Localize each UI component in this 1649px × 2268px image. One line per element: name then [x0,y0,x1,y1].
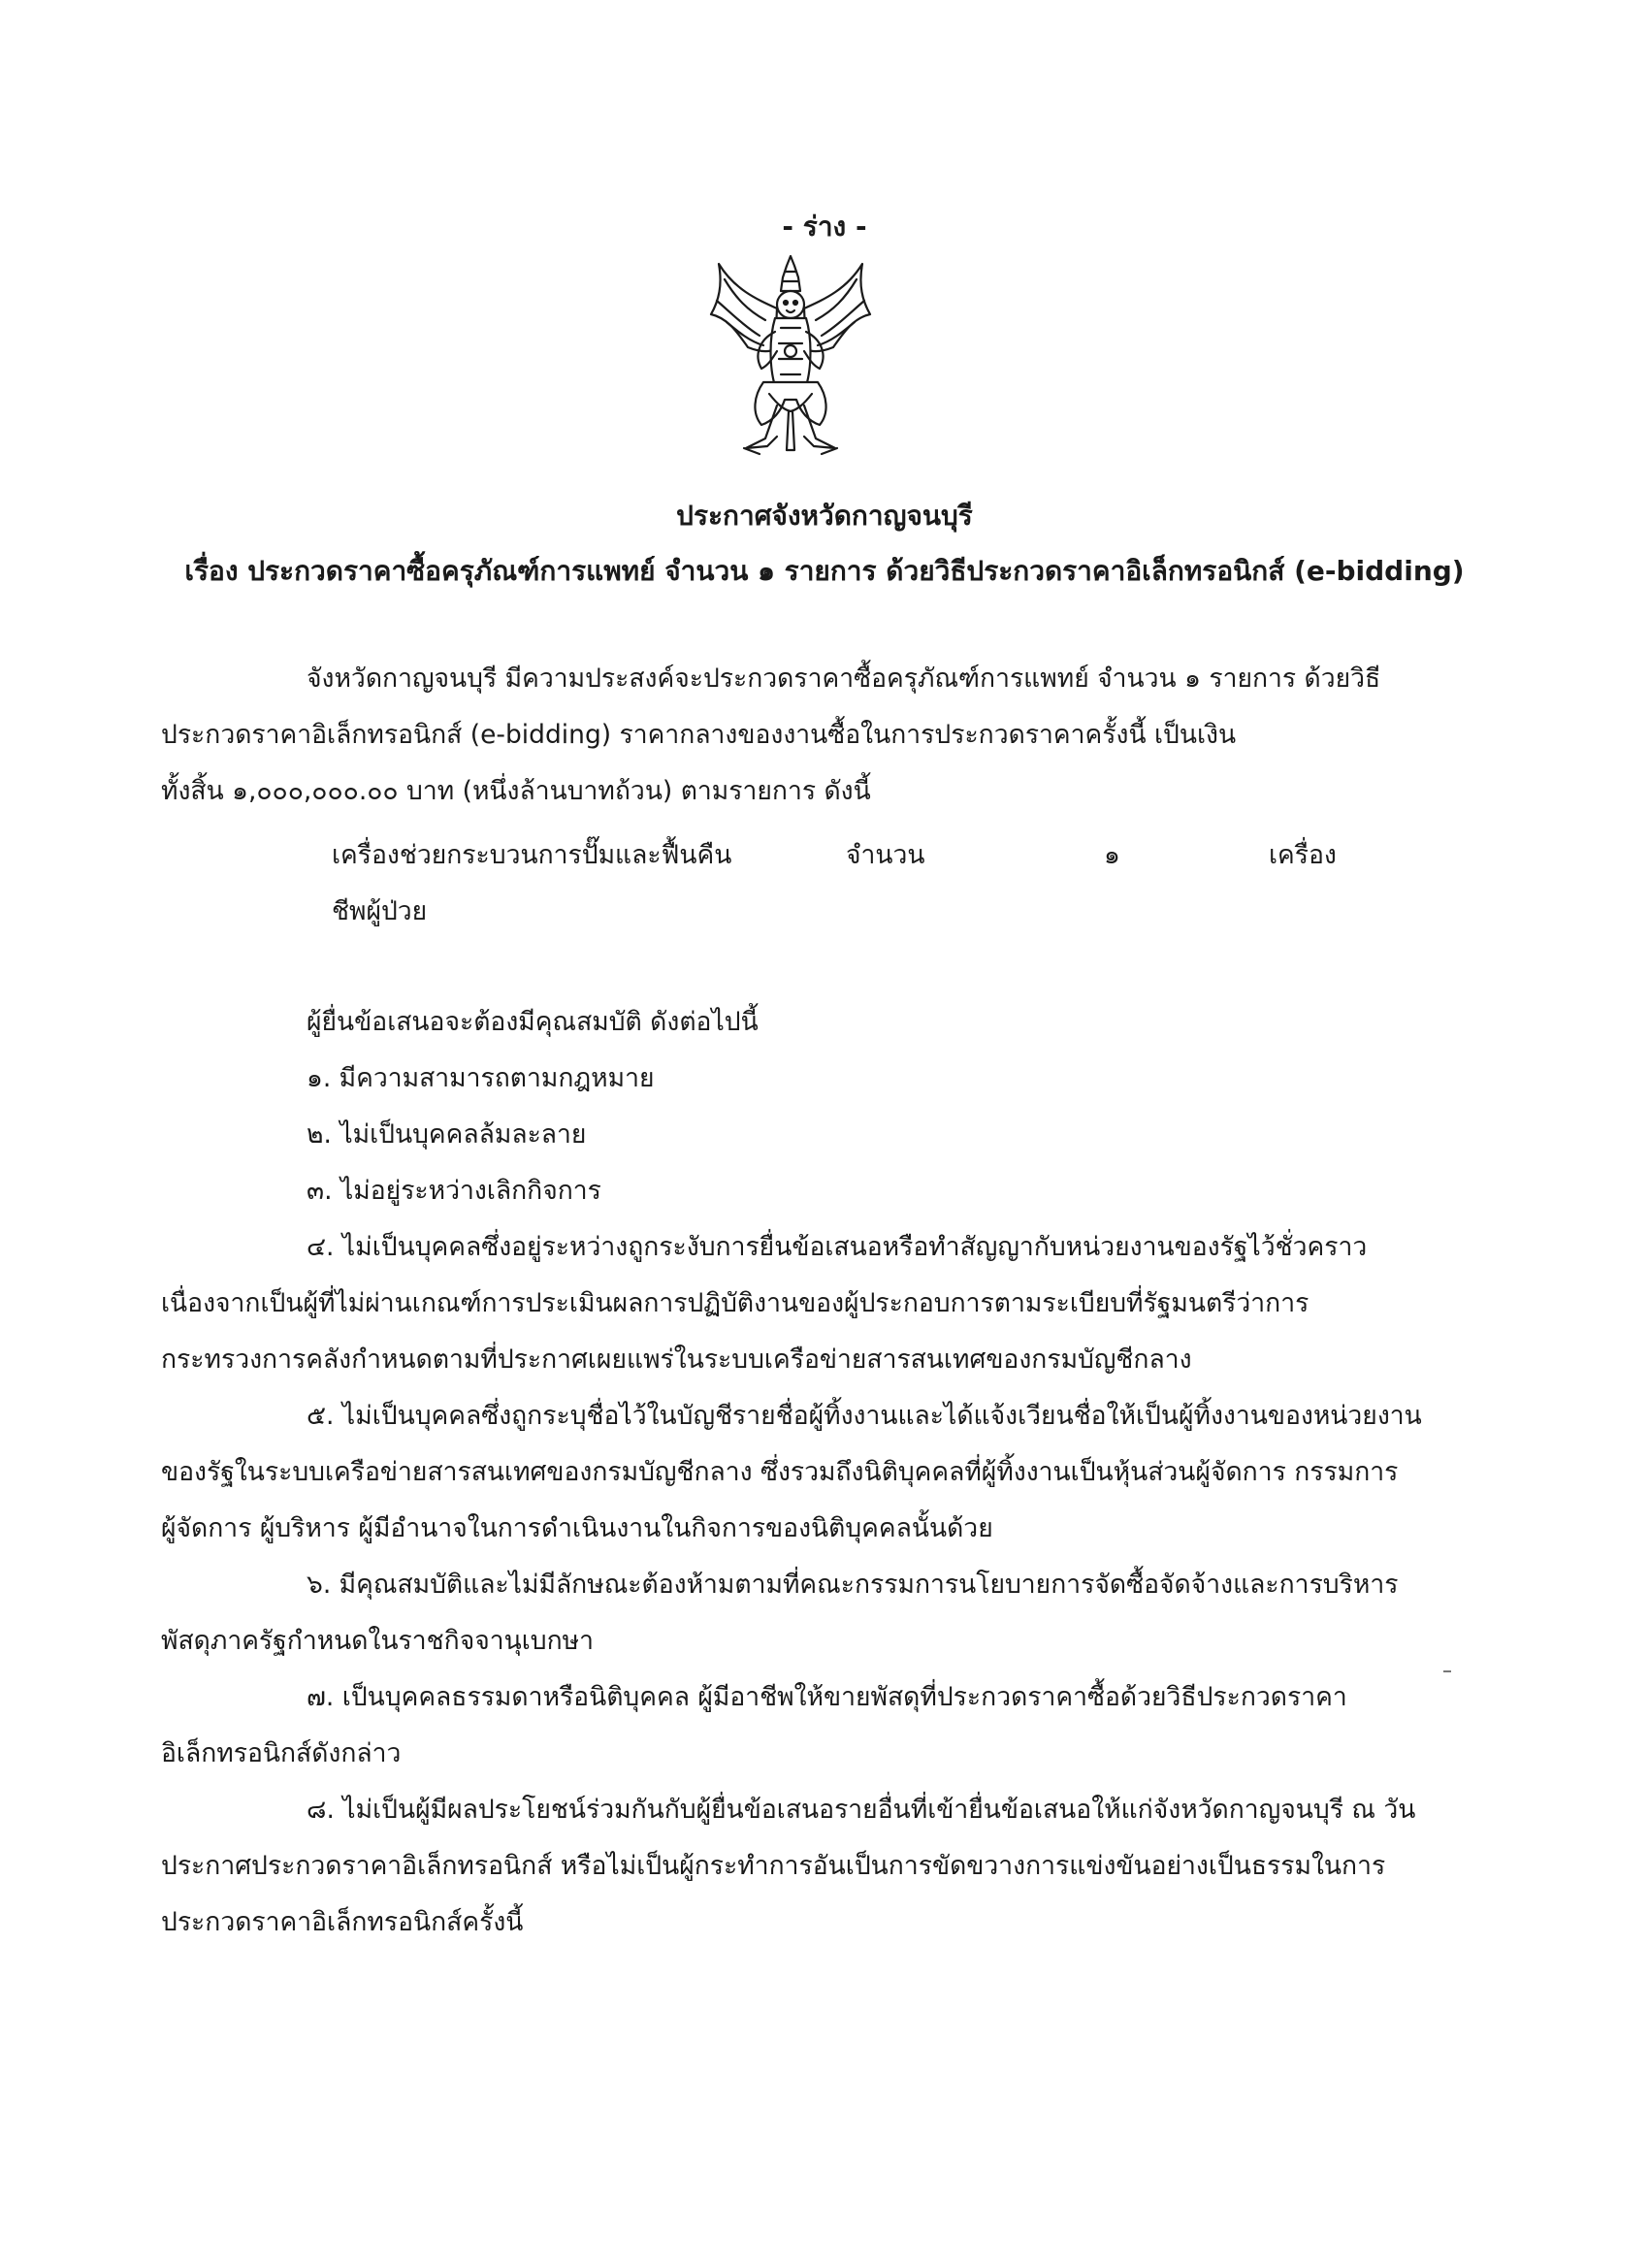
qualification-4-line-2: เนื่องจากเป็นผู้ที่ไม่ผ่านเกณฑ์การประเมินผลการปฏิบัติงานของผู้ประกอบการตามระเบียบที่รัฐมนตรีว่าการ [161,1288,1310,1318]
item-qty-label: จำนวน [846,840,925,870]
qualification-5-line-1: ๕. ไม่เป็นบุคคลซึ่งถูกระบุชื่อไว้ในบัญชีรายชื่อผู้ทิ้งงานและได้แจ้งเวียนชื่อให้เป็นผู้ทิ้งงานของหน่วยงาน [307,1401,1422,1431]
qualification-1: ๑. มีความสามารถตามกฎหมาย [307,1063,655,1093]
intro-line-1: จังหวัดกาญจนบุรี มีความประสงค์จะประกวดราคาซื้อครุภัณฑ์การแพทย์ จำนวน ๑ รายการ ด้วยวิธี [307,664,1381,694]
qualification-8-line-3: ประกวดราคาอิเล็กทรอนิกส์ครั้งนี้ [161,1907,524,1937]
item-name-cont: ชีพผู้ป่วย [332,896,428,926]
qualification-6-line-1: ๖. มีคุณสมบัติและไม่มีลักษณะต้องห้ามตามที่คณะกรรมการนโยบายการจัดซื้อจัดจ้างและการบริหาร [307,1570,1399,1600]
qualification-5-line-2: ของรัฐในระบบเครือข่ายสารสนเทศของกรมบัญชีกลาง ซึ่งรวมถึงนิติบุคคลที่ผู้ทิ้งงานเป็นหุ้นส่วนผู้จัดการ กรรมการ [161,1457,1399,1487]
qualification-2: ๒. ไม่เป็นบุคคลล้มละลาย [307,1119,587,1150]
qualification-8-line-1: ๘. ไม่เป็นผู้มีผลประโยชน์ร่วมกันกับผู้ยื่นข้อเสนอรายอื่นที่เข้ายื่นข้อเสนอให้แก่จังหวัดกาญจนบุรี ณ วัน [307,1795,1416,1825]
qualification-5-line-3: ผู้จัดการ ผู้บริหาร ผู้มีอำนาจในการดำเนินงานในกิจการของนิติบุคคลนั้นด้วย [161,1513,993,1543]
intro-line-3: ทั้งสิ้น ๑,๐๐๐,๐๐๐.๐๐ บาท (หนึ่งล้านบาทถ้วน) ตามรายการ ดังนี้ [161,776,871,806]
announcement-subject: เรื่อง ประกวดราคาซื้อครุภัณฑ์การแพทย์ จำนวน ๑ รายการ ด้วยวิธีประกวดราคาอิเล็กทรอนิกส์ (e-bidding) [184,555,1465,587]
qualification-8-line-2: ประกาศประกวดราคาอิเล็กทรอนิกส์ หรือไม่เป็นผู้กระทำการอันเป็นการขัดขวางการแข่งขันอย่างเป็นธรรมในการ [161,1851,1386,1881]
scan-mark [1443,1670,1451,1672]
item-qty: ๑ [1104,840,1120,870]
item-name: เครื่องช่วยกระบวนการปั๊มและฟื้นคืน [332,840,732,870]
qualification-3: ๓. ไม่อยู่ระหว่างเลิกกิจการ [307,1176,601,1206]
qualification-4-line-1: ๔. ไม่เป็นบุคคลซึ่งอยู่ระหว่างถูกระงับการยื่นข้อเสนอหรือทำสัญญากับหน่วยงานของรัฐไว้ชั่วคราว [307,1232,1368,1262]
garuda-emblem-icon [705,250,876,464]
announcement-title: ประกาศจังหวัดกาญจนบุรี [676,500,973,532]
qualification-4-line-3: กระทรวงการคลังกำหนดตามที่ประกาศเผยแพร่ในระบบเครือข่ายสารสนเทศของกรมบัญชีกลาง [161,1345,1192,1375]
intro-line-2: ประกวดราคาอิเล็กทรอนิกส์ (e-bidding) ราคากลางของงานซื้อในการประกวดราคาครั้งนี้ เป็นเงิน [161,720,1237,750]
qualification-7-line-2: อิเล็กทรอนิกส์ดังกล่าว [161,1738,402,1768]
qualification-6-line-2: พัสดุภาครัฐกำหนดในราชกิจจานุเบกษา [161,1626,595,1656]
qualifications-heading: ผู้ยื่นข้อเสนอจะต้องมีคุณสมบัติ ดังต่อไปนี้ [307,1007,759,1037]
draft-label: - ร่าง - [782,211,867,243]
item-unit: เครื่อง [1269,840,1337,870]
qualification-7-line-1: ๗. เป็นบุคคลธรรมดาหรือนิติบุคคล ผู้มีอาชีพให้ขายพัสดุที่ประกวดราคาซื้อด้วยวิธีประกวดราคา [307,1682,1347,1712]
